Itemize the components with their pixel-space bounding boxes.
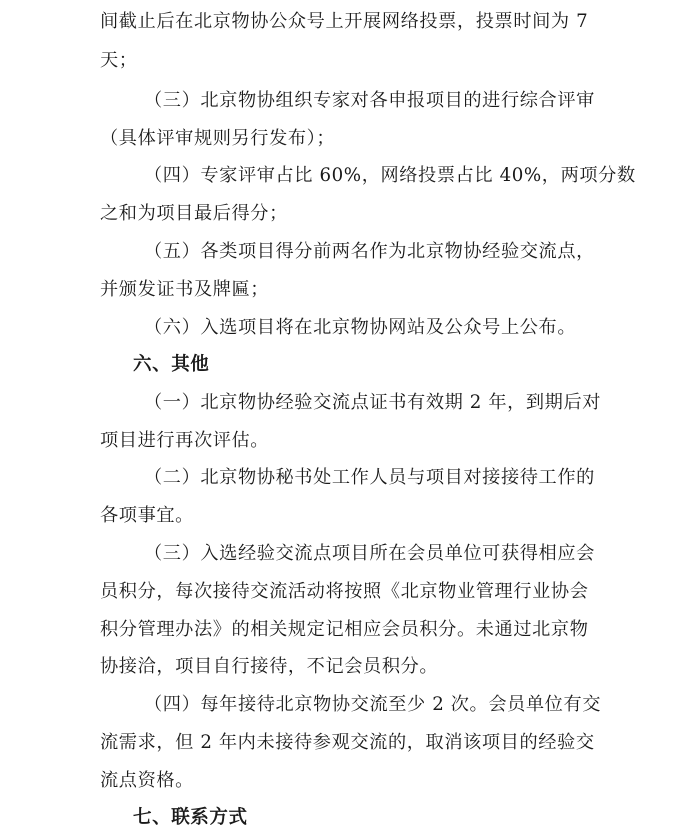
list-item-line: （四）专家评审占比 60%，网络投票占比 40%，两项分数 <box>144 165 636 186</box>
list-item-line: （三）北京物协组织专家对各申报项目的进行综合评审 <box>144 90 595 111</box>
paragraph-line: 并颁发证书及牌匾； <box>100 279 270 300</box>
list-item-line: （五）各类项目得分前两名作为北京物协经验交流点， <box>144 241 595 262</box>
paragraph-line: （具体评审规则另行发布）； <box>100 128 336 149</box>
paragraph-line: 积分管理办法》的相关规定记相应会员积分。未通过北京物 <box>100 619 589 640</box>
paragraph-line: 各项事宜。 <box>100 505 194 526</box>
paragraph-line: 协接洽，项目自行接待，不记会员积分。 <box>100 656 439 677</box>
paragraph-line: 之和为项目最后得分； <box>100 203 288 224</box>
list-item-line: （六）入选项目将在北京物协网站及公众号上公布。 <box>144 317 577 338</box>
paragraph-line: 流需求，但 2 年内未接待参观交流的，取消该项目的经验交 <box>100 732 595 753</box>
list-item-line: （三）入选经验交流点项目所在会员单位可获得相应会 <box>144 543 595 564</box>
list-item-line: （一）北京物协经验交流点证书有效期 2 年，到期后对 <box>144 392 602 413</box>
paragraph-line: 天； <box>100 50 138 71</box>
paragraph-line: 间截止后在北京物协公众号上开展网络投票，投票时间为 7 <box>100 11 589 32</box>
section-heading-other: 六、其他 <box>133 354 210 375</box>
paragraph-line: 项目进行再次评估。 <box>100 430 270 451</box>
paragraph-line: 员积分，每次接待交流活动将按照《北京物业管理行业协会 <box>100 581 589 602</box>
paragraph-line: 流点资格。 <box>100 770 194 791</box>
list-item-line: （四）每年接待北京物协交流至少 2 次。会员单位有交 <box>144 694 602 715</box>
section-heading-contact: 七、联系方式 <box>133 807 248 828</box>
list-item-line: （二）北京物协秘书处工作人员与项目对接接待工作的 <box>144 467 595 488</box>
